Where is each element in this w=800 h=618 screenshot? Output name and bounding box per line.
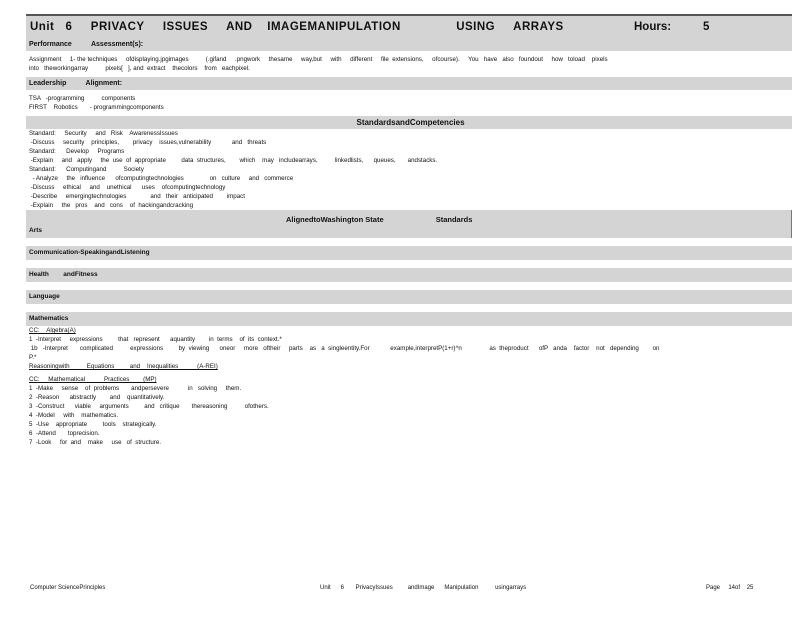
practice-line: 5 -Use appropriate tools strategically. — [29, 421, 157, 428]
footer-page-number: Page 14of 25 — [706, 585, 754, 591]
page-footer — [30, 585, 770, 595]
footer-unit: Unit 6 PrivacyIssues andImage Manipulation usingarrays — [320, 585, 527, 591]
aligned-standards-heading: AlignedtoWashington State Standards — [286, 215, 473, 224]
cc-algebra-heading: CC: Algebra(A) — [29, 327, 76, 334]
unit-title: Unit 6 PRIVACY ISSUES AND IMAGEMANIPULATION USING ARRAYS — [30, 21, 564, 33]
mathematics-heading: Mathematics — [26, 312, 792, 326]
standards-line: -Discuss ethical and unethical uses ofcomputingtechnology — [29, 184, 226, 191]
practice-line: 3 -Construct viable arguments and critique thereasoning ofothers. — [29, 403, 269, 410]
cc-practices-heading: CC: Mathematical Practices (MP) — [29, 376, 157, 383]
hours-label: Hours: 5 — [634, 21, 710, 33]
standards-line: Standard: Security and Risk AwarenessIssues — [29, 130, 178, 137]
practice-line: 1 -Make sense of problems andpersevere in solving them. — [29, 385, 242, 392]
standards-line: -Discuss security principles, privacy issues,vulnerability and threats — [29, 139, 267, 146]
unit-title-bar — [26, 16, 792, 38]
footer-course: Computer SciencePrinciples — [30, 585, 106, 591]
practice-line: 4 -Model with mathematics. — [29, 412, 119, 419]
standards-heading: StandardsandCompetencies — [26, 116, 792, 129]
health-heading: Health andFitness — [26, 268, 792, 282]
language-heading: Language — [26, 290, 792, 304]
document-page — [26, 14, 792, 447]
practice-line: 7 -Look for and make use of structure. — [29, 439, 162, 446]
reasoning-heading: Reasoningwith Equations and Inequalities (A-REI) — [29, 363, 218, 370]
leadership-heading: Leadership Alignment: — [26, 77, 792, 90]
standards-line: -Explain and apply the use of appropriate data structures, which may includearrays, linkedlists, queues, andstacks. — [29, 157, 438, 164]
arts-heading: Arts — [29, 227, 43, 234]
standards-line: -Explain the pros and cons of hackingandcracking — [29, 202, 194, 209]
practice-line: 2 -Reason abstractly and quantitatively. — [29, 394, 165, 401]
performance-heading: Performance Assessment(s): — [26, 38, 792, 51]
standards-line: - Analyze the influence ofcomputingtechnologies on culture and commerce — [29, 175, 294, 182]
communication-heading: Communication-SpeakingandListening — [26, 246, 792, 260]
performance-line-1: Assignment 1- the techniques ofdisplaying.jpgimages (.gifand .pngwork thesame way,but with different file extensions, ofcourse). You have also foundout how toload pixels — [29, 56, 608, 63]
standards-line: Standard: Develop Programs — [29, 148, 125, 155]
math-line: 1 -Interpret expressions that represent aquantity in terms of its context.* — [29, 336, 282, 343]
aligned-standards-bar — [26, 210, 792, 238]
practice-line: 6 -Attend toprecision. — [29, 430, 100, 437]
math-line: P.* — [29, 354, 37, 361]
standards-line: -Describe emergingtechnologies and their anticipated impact — [29, 193, 245, 200]
leadership-line: TSA -programming components — [29, 95, 136, 102]
standards-line: Standard: Computingand Society — [29, 166, 144, 173]
math-line: 1b -Interpret complicated expressions by viewing oneor more oftheir parts as a singleentity.For example,interpretP(1+r)^n as theproduct ofP anda factor not depending on — [29, 345, 660, 352]
performance-line-2: into theworkingarray pixels[ ], and extract thecolors from eachpixel. — [29, 65, 250, 72]
leadership-line: FIRST Robotics - programmingcomponents — [29, 104, 164, 111]
